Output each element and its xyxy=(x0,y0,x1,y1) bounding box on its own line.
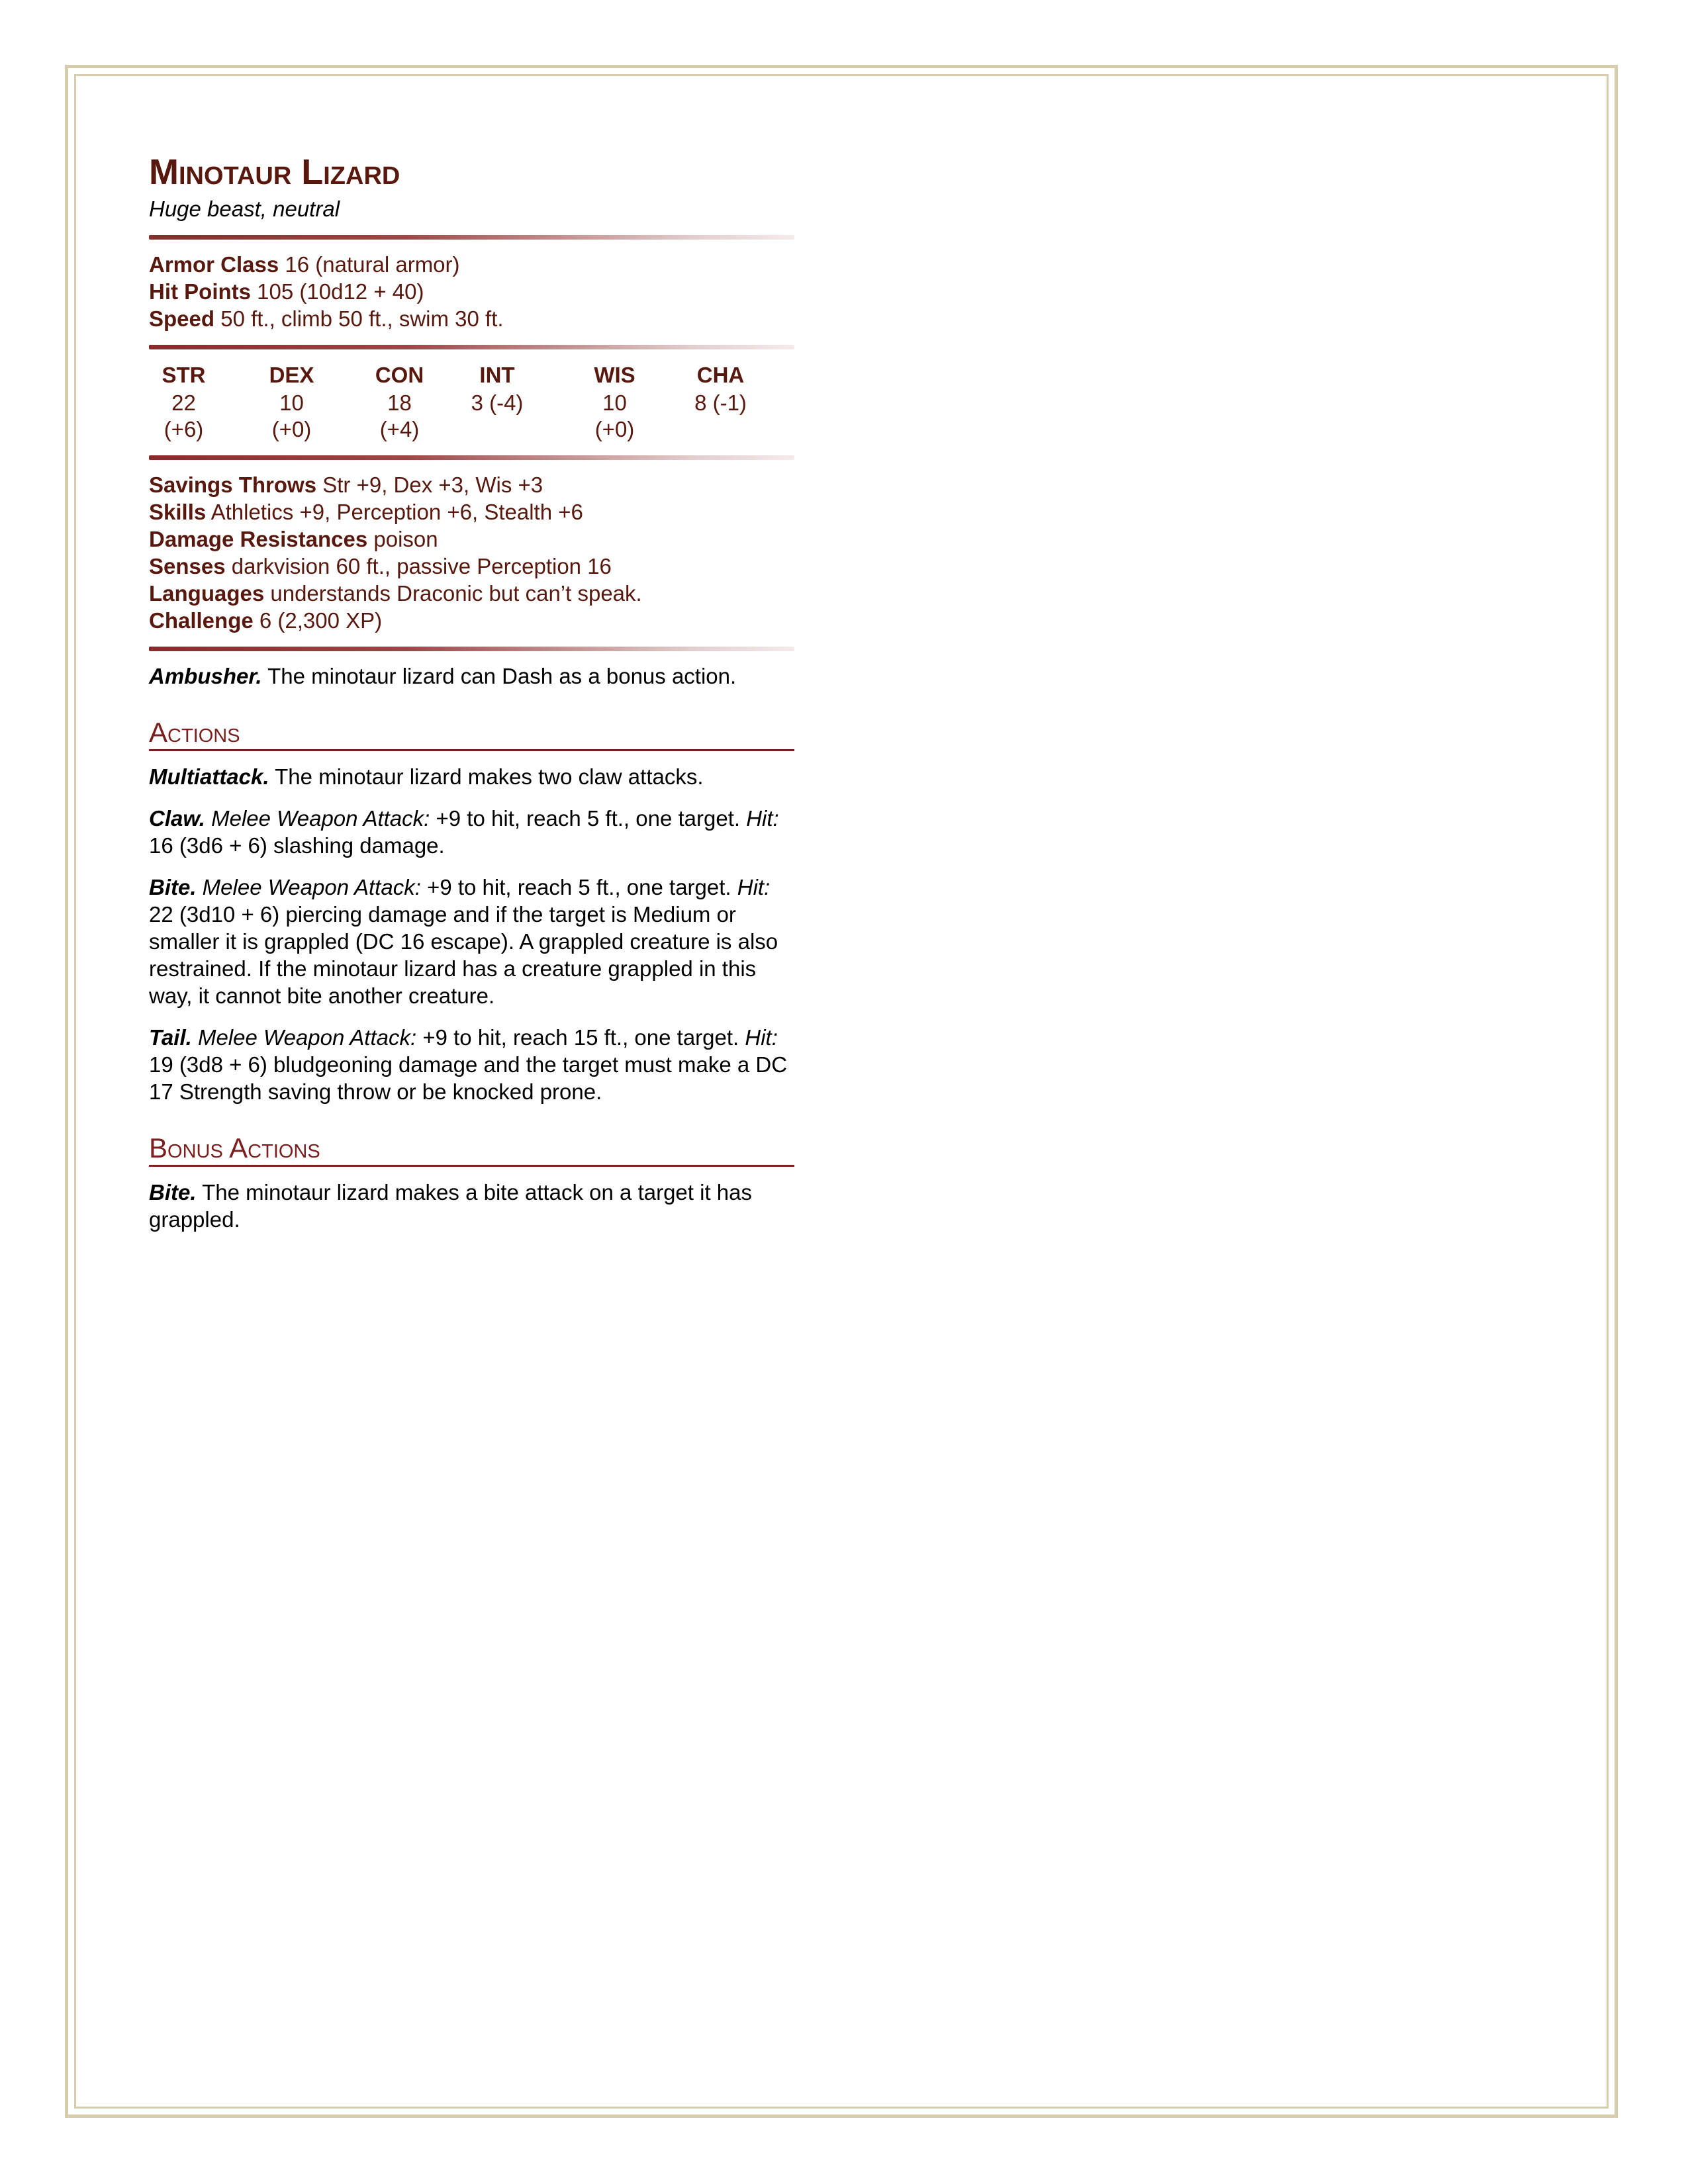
damage-resistances-value: poison xyxy=(373,527,438,551)
action-text: The minotaur lizard makes a bite attack on a target it has grappled. xyxy=(149,1180,753,1232)
armor-class xyxy=(149,251,794,278)
hit-points-value: 105 (10d12 + 40) xyxy=(257,279,424,304)
attack-damage: 22 (3d10 + 6) piercing damage and if the target is Medium or smaller it is grappled (DC 16 escape). A grappled creature is also restrained. If the minotaur lizard has a creature grappled in this way, it cannot bite another creature. xyxy=(149,902,778,1008)
saving-throws-value: Str +9, Dex +3, Wis +3 xyxy=(322,473,543,497)
action-bite xyxy=(149,874,794,1009)
ability-value: 22 (+6) xyxy=(164,390,204,441)
actions-heading: Actions xyxy=(149,716,794,751)
trait-text: The minotaur lizard can Dash as a bonus action. xyxy=(261,664,737,688)
ability-key: CHA xyxy=(696,363,745,387)
armor-class-value: 16 (natural armor) xyxy=(285,252,460,277)
armor-class-label: Armor Class xyxy=(149,252,279,277)
ability-str xyxy=(149,361,218,443)
attack-type: Melee Weapon Attack: xyxy=(196,875,421,899)
attack-damage: 19 (3d8 + 6) bludgeoning damage and the target must make a DC 17 Strength saving throw or be knocked prone. xyxy=(149,1052,788,1104)
challenge-label: Challenge xyxy=(149,608,254,633)
action-name: Multiattack. xyxy=(149,764,269,789)
ability-con xyxy=(365,361,434,443)
hit-label: Hit: xyxy=(746,806,779,831)
ability-dex xyxy=(257,361,326,443)
ability-cha xyxy=(686,361,755,443)
action-name: Claw. xyxy=(149,806,205,831)
divider xyxy=(149,345,794,349)
attack-stats: +9 to hit, reach 5 ft., one target. xyxy=(420,875,737,899)
ability-value: 10 (+0) xyxy=(271,390,312,441)
stat-block xyxy=(149,151,794,1248)
saving-throws-label: Savings Throws xyxy=(149,473,317,497)
divider xyxy=(149,647,794,651)
ability-value: 18 (+4) xyxy=(379,390,420,441)
senses xyxy=(149,553,794,580)
speed xyxy=(149,305,794,332)
action-name: Tail. xyxy=(149,1025,192,1050)
senses-label: Senses xyxy=(149,554,226,578)
trait-ambusher xyxy=(149,662,794,690)
hit-points-label: Hit Points xyxy=(149,279,251,304)
trait-name: Ambusher. xyxy=(149,664,262,688)
ability-scores xyxy=(149,361,794,443)
divider xyxy=(149,455,794,460)
skills-label: Skills xyxy=(149,500,207,524)
creature-name: Minotaur Lizard xyxy=(149,152,400,192)
bonus-action-bite xyxy=(149,1179,794,1233)
attack-stats: +9 to hit, reach 5 ft., one target. xyxy=(430,806,747,831)
hit-label: Hit: xyxy=(745,1025,778,1050)
ability-value: 3 (-4) xyxy=(471,390,524,415)
ability-wis xyxy=(580,361,649,443)
action-multiattack xyxy=(149,763,794,790)
hit-label: Hit: xyxy=(737,875,771,899)
senses-value: darkvision 60 ft., passive Perception 16 xyxy=(231,554,612,578)
languages-value: understands Draconic but can’t speak. xyxy=(270,581,642,606)
hit-points xyxy=(149,278,794,305)
ability-key: DEX xyxy=(269,363,314,387)
ability-int xyxy=(467,361,527,443)
damage-resistances-label: Damage Resistances xyxy=(149,527,368,551)
ability-value: 8 (-1) xyxy=(694,390,747,415)
ability-value: 10 (+0) xyxy=(594,390,635,441)
action-text: The minotaur lizard makes two claw attacks. xyxy=(269,764,704,789)
challenge xyxy=(149,607,794,634)
attack-stats: +9 to hit, reach 15 ft., one target. xyxy=(416,1025,745,1050)
action-claw xyxy=(149,805,794,859)
speed-value: 50 ft., climb 50 ft., swim 30 ft. xyxy=(220,306,504,331)
skills-value: Athletics +9, Perception +6, Stealth +6 xyxy=(211,500,583,524)
languages xyxy=(149,580,794,607)
action-name: Bite. xyxy=(149,875,197,899)
skills xyxy=(149,498,794,525)
bonus-actions-heading: Bonus Actions xyxy=(149,1132,794,1167)
languages-label: Languages xyxy=(149,581,265,606)
attack-type: Melee Weapon Attack: xyxy=(191,1025,417,1050)
attack-damage: 16 (3d6 + 6) slashing damage. xyxy=(149,833,445,858)
ability-key: STR xyxy=(162,363,206,387)
creature-type: Huge beast, neutral xyxy=(149,197,340,221)
challenge-value: 6 (2,300 XP) xyxy=(259,608,383,633)
ability-key: INT xyxy=(479,363,515,387)
saving-throws xyxy=(149,471,794,498)
speed-label: Speed xyxy=(149,306,215,331)
ability-key: WIS xyxy=(594,363,635,387)
ability-key: CON xyxy=(375,363,424,387)
attack-type: Melee Weapon Attack: xyxy=(205,806,430,831)
damage-resistances xyxy=(149,525,794,553)
divider xyxy=(149,235,794,240)
action-tail xyxy=(149,1024,794,1105)
action-name: Bite. xyxy=(149,1180,197,1205)
